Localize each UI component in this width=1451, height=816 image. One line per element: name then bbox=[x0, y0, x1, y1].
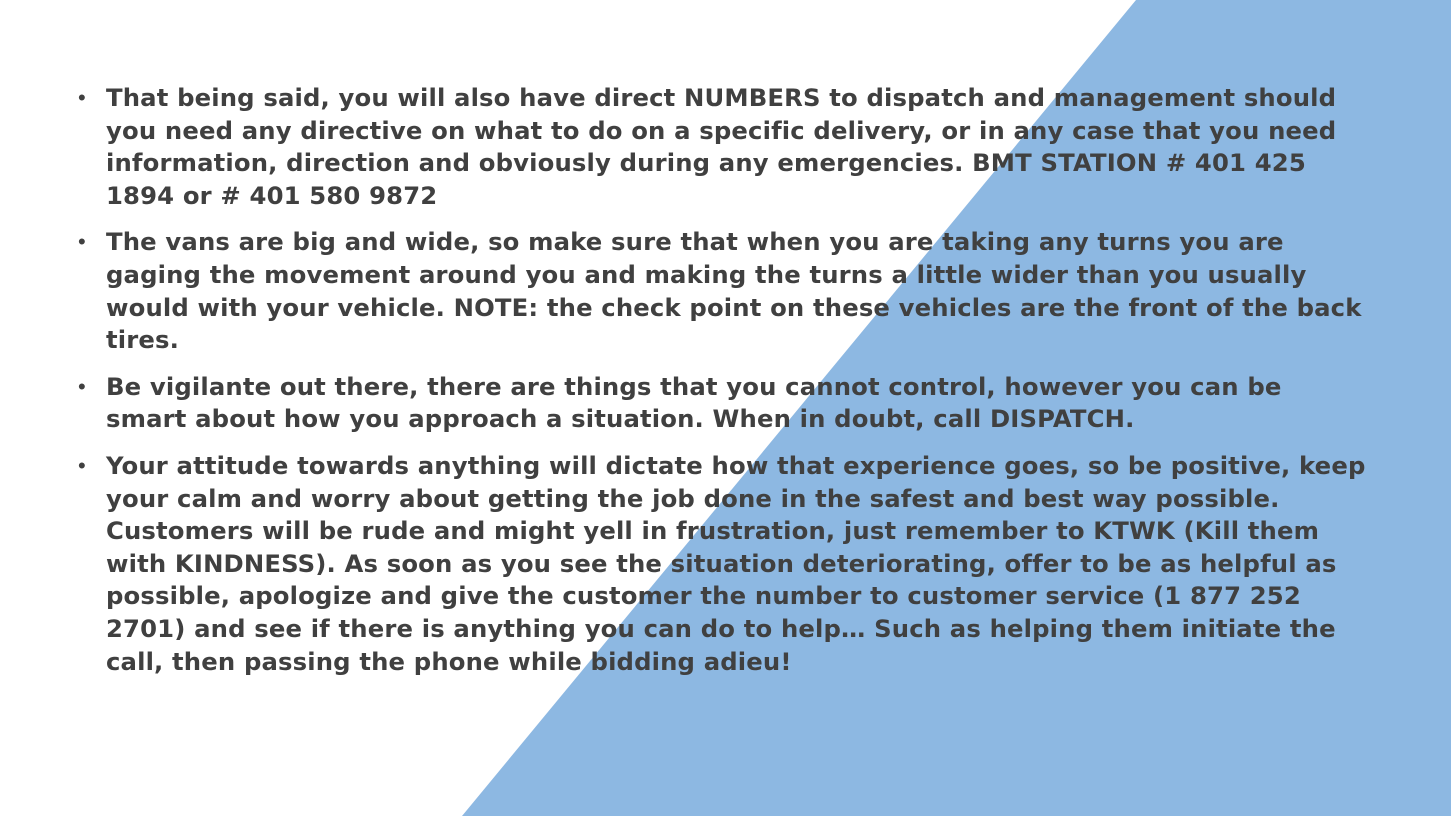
bullet-dot-icon: • bbox=[78, 452, 86, 478]
bullet-dot-icon: • bbox=[78, 85, 86, 110]
bullet-text: The vans are big and wide, so make sure that when you are taking any turns you are gaging the movement around you and making the turns a little wider than you usually would with your vehicle. NOTE: the check point on these vehicles are the front of the back tires. bbox=[106, 227, 1362, 355]
slide-body bbox=[78, 82, 1368, 692]
bullet-dot-icon: • bbox=[78, 373, 86, 399]
bullet-item bbox=[78, 82, 1368, 212]
bullet-item bbox=[78, 371, 1368, 436]
bullet-list bbox=[78, 82, 1368, 678]
bullet-item bbox=[78, 450, 1368, 678]
bullet-item bbox=[78, 226, 1368, 356]
bullet-text: Be vigilante out there, there are things that you cannot control, however you can be smart about how you approach a situation. When in doubt, call DISPATCH. bbox=[106, 371, 1282, 434]
bullet-text: That being said, you will also have direct NUMBERS to dispatch and management should you need any directive on what to do on a specific delivery, or in any case that you need information, direction and obviously during any emergencies. BMT STATION # 401 425 1894 or # 401 580 9872 bbox=[106, 83, 1337, 210]
bullet-dot-icon: • bbox=[78, 229, 86, 255]
bullet-text: Your attitude towards anything will dictate how that experience goes, so be positive, keep your calm and worry about getting the job done in the safest and best way possible. Customers will be rude and might yell in frustration, just remember to KTWK (Kill them with KINDNESS). As soon as you see the situation deteriorating, offer to be as helpful as possible, apologize and give the customer the number to customer service (1 877 252 2701) and see if there is anything you can do to help… Such as helping them initiate the call, then passing the phone while bidding adieu! bbox=[106, 450, 1366, 676]
